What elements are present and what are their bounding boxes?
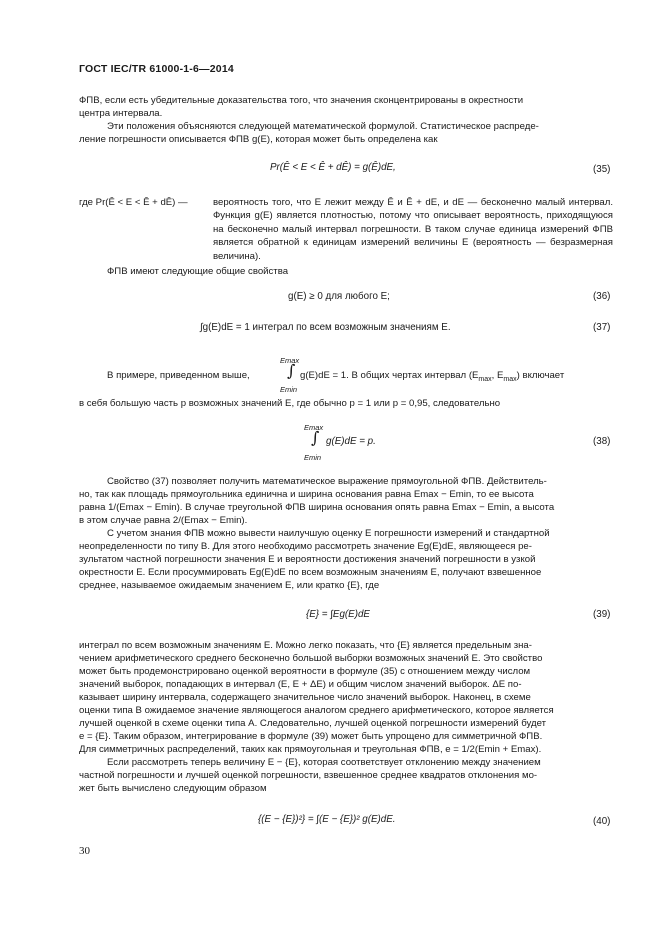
text-line: ФПВ, если есть убедительные доказательства того, что значения сконцентрированы в окрестности: [79, 95, 524, 106]
text-line: среднее, называемое ожидаемым значением E, или кратко {E}, где: [79, 580, 380, 591]
integral-sign: ∫: [287, 361, 296, 380]
equation-36: g(E) ≥ 0 для любого E;: [288, 291, 390, 302]
equation-number: (39): [593, 609, 611, 620]
equation-39: {E} = ∫Eg(E)dE: [306, 609, 370, 620]
text-line: в себя большую часть p возможных значений E, где обычно p = 1 или p = 0,95, следовательно: [79, 398, 501, 409]
equation-number: (37): [593, 322, 611, 333]
integral-upper-limit: Emax: [304, 423, 324, 432]
text-line: чением арифметического среднего бесконечно большой выборки возможных значений E. Это свойство: [79, 653, 543, 664]
text-fragment: g(E)dE = 1. В общих чертах интервал (E: [300, 370, 479, 381]
text-line: Для симметричных распределений, таких как прямоугольная и треугольная ФПВ, e = 1/2(Emin + Emax).: [79, 744, 542, 755]
text-fragment: , E: [491, 370, 504, 381]
text-fragment: ) включает: [516, 370, 565, 381]
equation-number: (40): [593, 816, 611, 827]
text-line: Эти положения объясняются следующей математической формулой. Статистическое распреде-: [107, 121, 539, 132]
equation-number: (35): [593, 164, 611, 175]
text-line: e = {E}. Таким образом, интегрирование в формуле (39) может быть упрощено для симметричной ФПВ.: [79, 731, 543, 742]
page-header: ГОСТ IEC/TR 61000-1-6—2014: [79, 63, 234, 75]
subscript: max: [478, 375, 492, 383]
equation-35: Pr(Ê < E < Ê + dÊ) = g(Ê)dE,: [270, 162, 396, 173]
integral-sign: ∫: [311, 428, 320, 447]
integral-upper-limit: Emax: [280, 356, 300, 365]
equation-38: g(E)dE = p.: [326, 436, 376, 447]
integral-lower-limit: Emin: [304, 453, 322, 462]
equation-number: (36): [593, 291, 611, 302]
text-line: казывает ширину интервала, содержащего значительное число значений выборок. Наконец, в схеме: [79, 692, 531, 703]
text-line: равна 1/(Emax − Emin). В случае треугольной ФПВ ширина основания опять равна Emax − Emin, а высота: [79, 502, 555, 513]
text-line: может быть продемонстрировано оценкой вероятности в формуле (35) с отношением между числом: [79, 666, 531, 677]
equation-40: {(E − {E})²} = ∫(E − {E})² g(E)dE.: [258, 814, 396, 825]
definition-text: вероятность того, что E лежит между Ê и Ê + dE, и dE — бесконечно малый интервал. Функция g(E) является плотностью, потому что описывает вероятность, приходящуюся на бесконечно малый интервал погрешности. В таком случае единица измерений ФПВ является обратной к единицам измерений величины E (вероятность — безразмерная величина).: [213, 197, 613, 262]
text-line: оценки типа B ожидаемое значение являющегося аналогом среднего арифметического, которое является: [79, 705, 554, 716]
definition-label: где Pr(Ê < E < Ê + dÊ) —: [79, 197, 188, 208]
equation-37: ∫g(E)dE = 1 интеграл по всем возможным значениям E.: [200, 322, 451, 333]
text-line: ление погрешности описывается ФПВ g(E), которая может быть определена как: [79, 134, 438, 145]
text-line: значений выборок, попадающих в интервал (E, E + ΔE) и общим числом значений выборок. ΔE по-: [79, 679, 522, 690]
text-line: В примере, приведенном выше,: [107, 370, 250, 381]
integral-lower-limit: Emin: [280, 385, 298, 394]
text-line: но, так как площадь прямоугольника единична и ширина основания равна Emax − Emin, то ее высота: [79, 489, 534, 500]
text-line: неопределенности по типу B. Для этого необходимо рассмотреть значение Eg(E)dE, являющееся ре-: [79, 541, 532, 552]
text-line: Если рассмотреть теперь величину E − {E}, которая соответствует отклонению между значением: [107, 757, 541, 768]
text-line: зультатом частной погрешности значения E и вероятности достижения значений погрешности в узкой: [79, 554, 536, 565]
equation-number: (38): [593, 436, 611, 447]
page-number: 30: [79, 845, 90, 857]
text-line: ФПВ имеют следующие общие свойства: [107, 266, 289, 277]
text-line: интеграл по всем возможным значениям E. Можно легко показать, что {E} является предельным зна-: [79, 640, 532, 651]
text-line: [300, 369, 564, 386]
text-line: окрестности E. Если просуммировать Eg(E)dE по всем возможным значениям E, получают взвешенное: [79, 567, 542, 578]
text-line: С учетом знания ФПВ можно вывести наилучшую оценку E погрешности измерений и стандартной: [107, 528, 550, 539]
subscript: max: [503, 375, 517, 383]
text-line: частной погрешности и лучшей оценкой погрешности, взвешенное среднее квадратов отклонения мо-: [79, 770, 538, 781]
text-line: центра интервала.: [79, 108, 163, 119]
text-line: жет быть вычислено следующим образом: [79, 783, 267, 794]
text-line: в этом случае равна 2/(Emax − Emin).: [79, 515, 248, 526]
text-line: лучшей оценкой в схеме оценки типа A. Следовательно, лучшей оценкой погрешности измерений будет: [79, 718, 547, 729]
text-line: Свойство (37) позволяет получить математическое выражение прямоугольной ФПВ. Действитель-: [107, 476, 547, 487]
